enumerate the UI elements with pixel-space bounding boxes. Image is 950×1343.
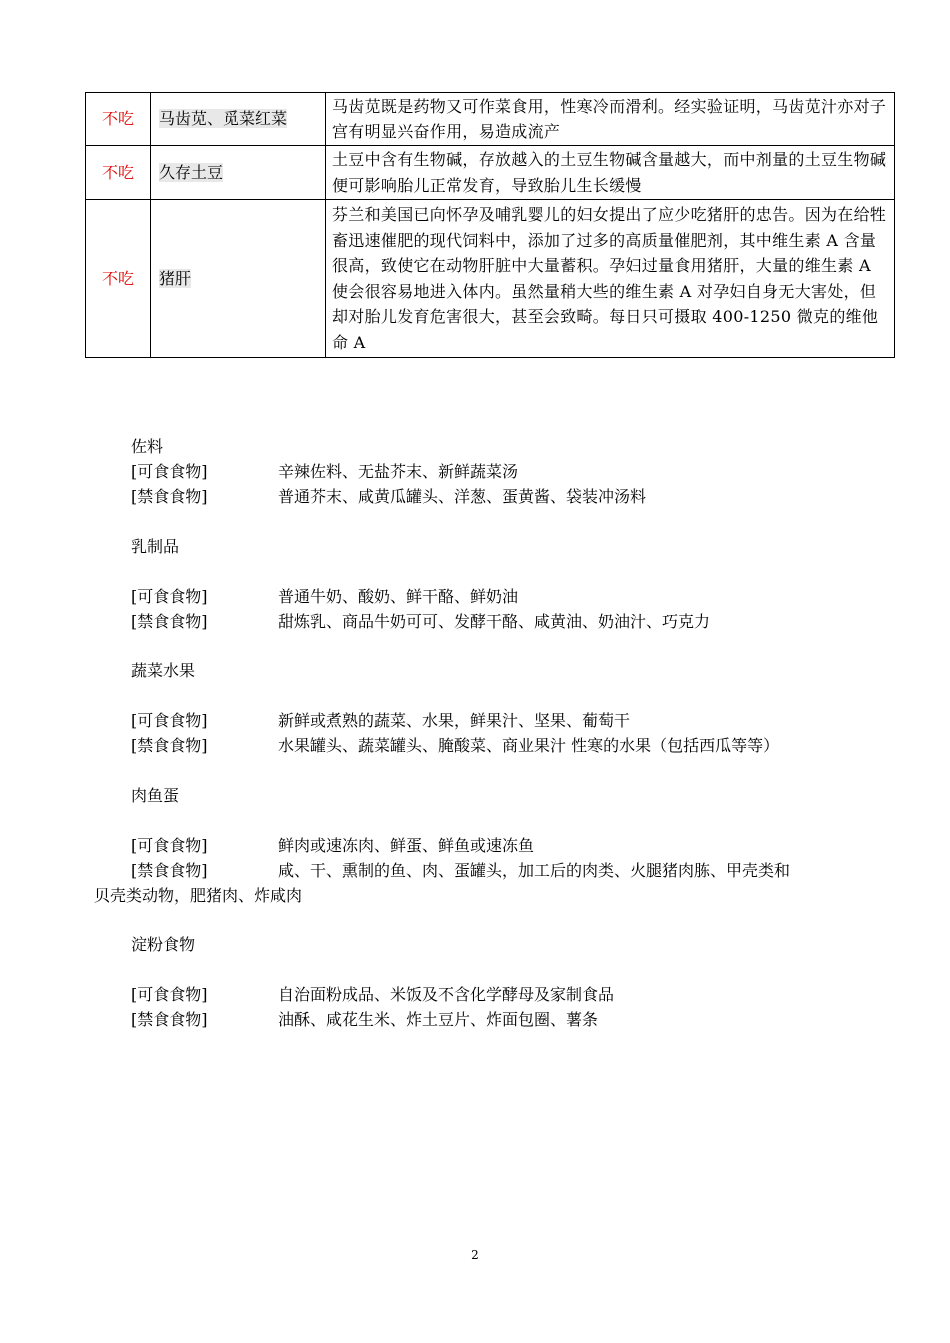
page-number: 2 (471, 1248, 479, 1262)
section-title: 乳制品 (131, 537, 180, 556)
forbidden-label: [禁食食物] (131, 861, 208, 880)
table-row (86, 93, 895, 146)
allowed-foods: 普通牛奶、酸奶、鲜干酪、鲜奶油 (278, 587, 519, 606)
allowed-label: [可食食物] (131, 711, 208, 730)
description-cell: 马齿苋既是药物又可作菜食用，性寒冷而滑利。经实验证明，马齿苋汁亦对子宫有明显兴奋作用，易造成流产 (326, 93, 895, 146)
description-cell: 土豆中含有生物碱，存放越入的土豆生物碱含量越大，而中剂量的土豆生物碱便可影响胎儿正常发育，导致胎儿生长缓慢 (326, 146, 895, 200)
food-name-cell: 马齿苋、觅菜红菜 (151, 93, 326, 146)
description-cell: 芬兰和美国已向怀孕及哺乳婴儿的妇女提出了应少吃猪肝的忠告。因为在给牲畜迅速催肥的现代饲料中，添加了过多的高质量催肥剂，其中维生素 A 含量很高，致使它在动物肝脏中大量蓄积。孕妇过量食用猪肝，大量的维生素 A 使会很容易地进入体内。虽然量稍大些的维生素 A 对孕妇自身无大害处，但却对胎儿发育危害很大，甚至会致畸。每日只可摄取 400-1250 微克的维他命 A (326, 200, 895, 358)
verdict-cell: 不吃 (86, 146, 151, 200)
forbidden-foods-continued: 贝壳类动物，肥猪肉、炸咸肉 (94, 886, 303, 905)
verdict-cell: 不吃 (86, 93, 151, 146)
forbidden-foods: 水果罐头、蔬菜罐头、腌酸菜、商业果汁 性寒的水果（包括西瓜等等） (278, 736, 780, 755)
forbidden-foods: 普通芥末、咸黄瓜罐头、洋葱、蛋黄酱、袋装冲汤料 (278, 487, 647, 506)
allowed-label: [可食食物] (131, 462, 208, 481)
food-name-cell: 久存土豆 (151, 146, 326, 200)
food-table (85, 92, 895, 358)
verdict-cell: 不吃 (86, 200, 151, 358)
allowed-label: [可食食物] (131, 587, 208, 606)
section-title: 佐料 (131, 437, 164, 456)
allowed-label: [可食食物] (131, 985, 208, 1004)
table-row (86, 200, 895, 358)
section-title: 淀粉食物 (131, 935, 196, 954)
forbidden-label: [禁食食物] (131, 1010, 208, 1029)
allowed-label: [可食食物] (131, 836, 208, 855)
food-name-cell: 猪肝 (151, 200, 326, 358)
allowed-foods: 鲜肉或速冻肉、鲜蛋、鲜鱼或速冻鱼 (278, 836, 535, 855)
section-title: 肉鱼蛋 (131, 786, 180, 805)
forbidden-foods: 咸、干、熏制的鱼、肉、蛋罐头，加工后的肉类、火腿猪肉胨、甲壳类和 (278, 861, 791, 880)
forbidden-foods: 油酥、咸花生米、炸土豆片、炸面包圈、薯条 (278, 1010, 599, 1029)
allowed-foods: 新鲜或煮熟的蔬菜、水果，鲜果汁、坚果、葡萄干 (278, 711, 631, 730)
forbidden-label: [禁食食物] (131, 612, 208, 631)
forbidden-foods: 甜炼乳、商品牛奶可可、发酵干酪、咸黄油、奶油汁、巧克力 (278, 612, 711, 631)
forbidden-label: [禁食食物] (131, 736, 208, 755)
table-row (86, 146, 895, 200)
allowed-foods: 自治面粉成品、米饭及不含化学酵母及家制食品 (278, 985, 615, 1004)
forbidden-label: [禁食食物] (131, 487, 208, 506)
allowed-foods: 辛辣佐料、无盐芥末、新鲜蔬菜汤 (278, 462, 519, 481)
section-title: 蔬菜水果 (131, 661, 196, 680)
